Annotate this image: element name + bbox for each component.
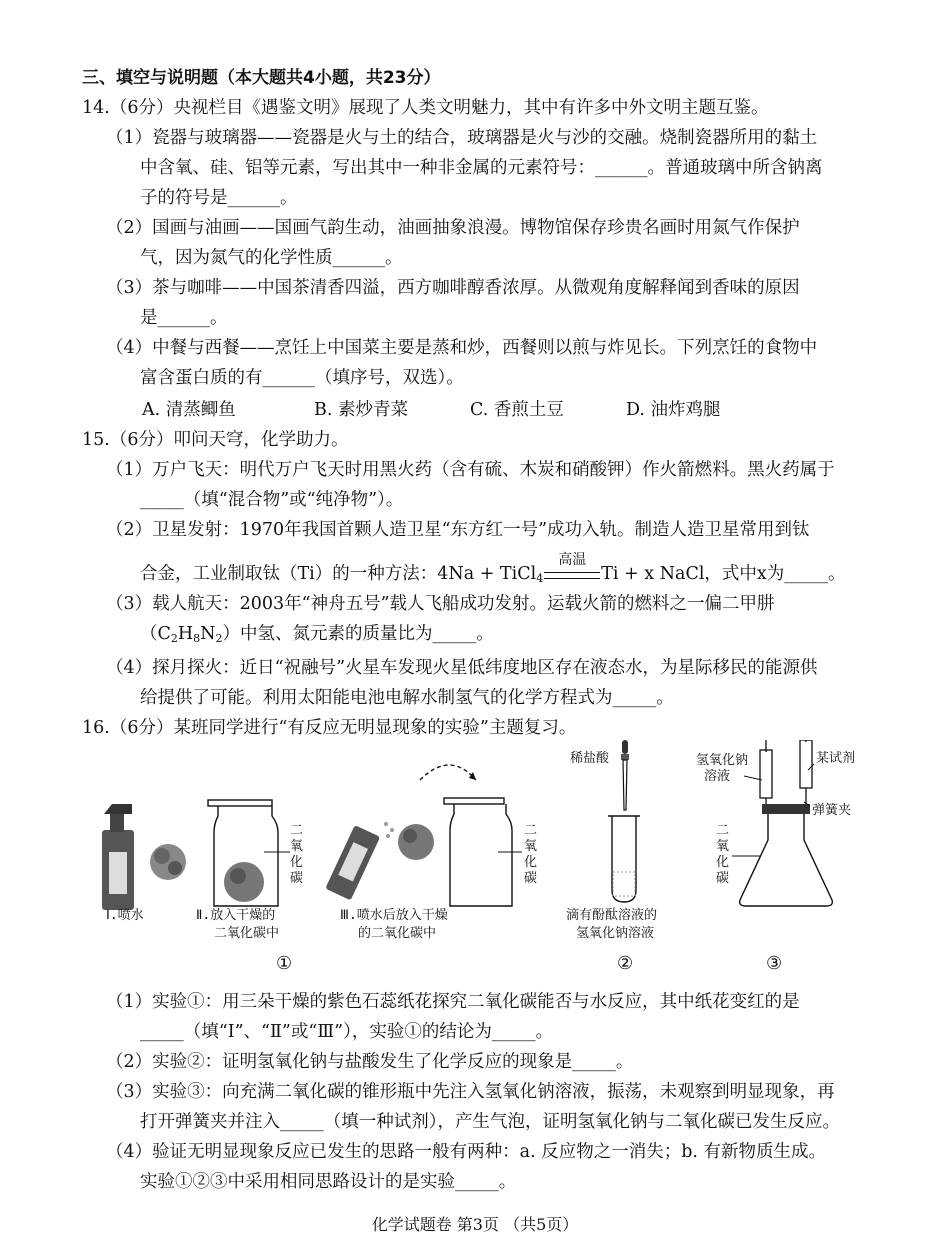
q16-part3-line1: （3）实验③：向充满二氧化碳的锥形瓶中先注入氢氧化钠溶液，振荡，未观察到明显现象，再 (106, 1082, 835, 1102)
formula-sub: 2 (170, 632, 178, 645)
q14-option-d: D. 油炸鸡腿 (626, 400, 721, 420)
q14-part4-line2: 富含蛋白质的有______（填序号，双选）。 (140, 368, 464, 388)
label-naoh-2: 溶液 (704, 769, 731, 784)
q16-part4-line2: 实验①②③中采用相同思路设计的是实验_____。 (140, 1172, 517, 1192)
q14-part1-line3: 子的符号是______。 (140, 188, 298, 208)
paper-flower-icon (150, 844, 186, 880)
section-title: 三、填空与说明题（本大题共4小题，共23分） (82, 68, 441, 88)
q15-part4-line1: （4）探月探火：近日“祝融号”火星车发现火星低纬度地区存在液态水，为星际移民的能源供 (106, 658, 818, 678)
q15-eq-sub: 4 (536, 572, 544, 585)
q16-part1-line1: （1）实验①：用三朵干燥的紫色石蕊纸花探究二氧化碳能否与水反应，其中纸花变红的是 (106, 992, 800, 1012)
q14-option-b: B. 素炒青菜 (314, 400, 408, 420)
label-phenolphthalein-2: 氢氧化钠溶液 (576, 926, 655, 941)
q16-stem: 16.（6分）某班同学进行“有反应无明显现象的实验”主题复习。 (82, 718, 577, 738)
q15-part3-line2 (140, 622, 494, 651)
q14-part1-line1: （1）瓷器与玻璃器——瓷器是火与土的结合，玻璃器是火与沙的交融。烧制瓷器所用的黏土 (106, 128, 818, 148)
q15-eq-left: 合金，工业制取钛（Ti）的一种方法：4Na + TiCl (140, 564, 537, 584)
reaction-condition-label: 高温 (558, 552, 587, 568)
q15-part2-line2 (140, 552, 846, 591)
spray-bottle-icon (325, 822, 394, 900)
conical-flask (740, 814, 833, 906)
q16-part1-line2: _____（填“Ⅰ”、“Ⅱ”或“Ⅲ”），实验①的结论为_____。 (140, 1022, 554, 1042)
q16-part2: （2）实验②：证明氢氧化钠与盐酸发生了化学反应的现象是_____。 (106, 1052, 634, 1072)
dropper-icon (621, 740, 629, 810)
caption-2b: 二氧化碳中 (214, 926, 280, 941)
experiment-num-2: ② (617, 953, 634, 974)
equals-sign (544, 572, 600, 579)
formula-part: ）中氢、氮元素的质量比为_____。 (222, 624, 494, 644)
q14-part4-line1: （4）中餐与西餐——烹饪上中国菜主要是蒸和炒，西餐则以煎与炸见长。下列烹饪的食物中 (106, 338, 818, 358)
caption-1: Ⅰ.喷水 (106, 908, 144, 923)
q15-part2-line1: （2）卫星发射：1970年我国首颗人造卫星“东方红一号”成功入轨。制造人造卫星常用到钛 (106, 520, 810, 540)
q14-part2-line2: 气，因为氮气的化学性质______。 (140, 248, 403, 268)
formula-part: （C (140, 624, 171, 644)
q14-option-c: C. 香煎土豆 (470, 400, 564, 420)
co2-label-2: 氧 (524, 839, 538, 854)
page-footer: 化学试题卷 第3页 （共5页） (371, 1215, 579, 1234)
q14-option-a: A. 清蒸鲫鱼 (142, 400, 236, 420)
paper-flower-icon (398, 824, 434, 860)
co2-label-2: 二 (524, 823, 538, 838)
formula-sub: 2 (215, 632, 223, 645)
formula-part: H (177, 624, 194, 644)
q14-part1-line2: 中含氧、硅、铝等元素，写出其中一种非金属的元素符号：______。普通玻璃中所含钠离 (140, 158, 823, 178)
spray-bottle-icon (102, 804, 134, 910)
co2-label-3: 二 (716, 823, 730, 838)
co2-label-3: 氧 (716, 839, 730, 854)
syringe-icon (760, 740, 812, 808)
experiment-num-3: ③ (766, 953, 783, 974)
label-phenolphthalein-1: 滴有酚酞溶液的 (566, 908, 658, 923)
q15-stem: 15.（6分）叩问天穹，化学助力。 (82, 430, 349, 450)
formula-part: N (200, 624, 216, 644)
q15-part3-line1: （3）载人航天：2003年“神舟五号”载人飞船成功发射。运载火箭的燃料之一偏二甲肼 (106, 594, 775, 614)
label-clamp: 弹簧夹 (812, 803, 852, 818)
label-hydrochloric-acid: 稀盐酸 (570, 751, 610, 766)
co2-label-1: 化 (290, 855, 304, 870)
q15-eq-right: Ti + x NaCl，式中x为_____。 (601, 564, 846, 584)
co2-label-2: 化 (524, 855, 538, 870)
rubber-stopper (762, 804, 810, 814)
label-reagent: 某试剂 (816, 751, 856, 766)
q14-part3-line2: 是______。 (140, 308, 228, 328)
label-naoh-1: 氢氧化钠 (696, 753, 749, 768)
arrow-icon (420, 765, 476, 780)
q16-part3-line2: 打开弹簧夹并注入_____（填一种试剂），产生气泡，证明氢氧化钠与二氧化碳已发生反应。 (140, 1112, 840, 1132)
caption-3a: Ⅲ.喷水后放入干燥 (340, 908, 448, 923)
q14-stem: 14.（6分）央视栏目《遇鉴文明》展现了人类文明魅力，其中有许多中外文明主题互鉴。 (82, 98, 769, 118)
q15-part4-line2: 给提供了可能。利用太阳能电池电解水制氢气的化学方程式为_____。 (140, 688, 674, 708)
co2-label-3: 化 (716, 855, 730, 870)
q15-part1-line2: _____（填“混合物”或“纯净物”）。 (140, 490, 404, 510)
q14-part3-line1: （3）茶与咖啡——中国茶清香四溢，西方咖啡醇香浓厚。从微观角度解释闻到香味的原因 (106, 278, 800, 298)
formula-sub: 8 (193, 632, 201, 645)
q14-part2-line1: （2）国画与油画——国画气韵生动，油画抽象浪漫。博物馆保存珍贵名画时用氮气作保护 (106, 218, 800, 238)
experiment-num-1: ① (276, 953, 293, 974)
test-tube (608, 816, 640, 902)
caption-3b: 的二氧化碳中 (358, 926, 437, 941)
co2-label-1: 二 (290, 823, 304, 838)
co2-label-1: 碳 (290, 871, 304, 886)
q15-part1-line1: （1）万户飞天：明代万户飞天时用黑火药（含有硫、木炭和硝酸钾）作火箭燃料。黑火药属于 (106, 460, 835, 480)
reaction-condition (543, 552, 601, 586)
paper-flower-icon (224, 862, 264, 902)
co2-label-3: 碳 (716, 871, 730, 886)
caption-2a: Ⅱ.放入干燥的 (196, 908, 276, 923)
co2-label-1: 氧 (290, 839, 304, 854)
experiment-figure (0, 740, 950, 980)
q16-part4-line1: （4）验证无明显现象反应已发生的思路一般有两种：a. 反应物之一消失；b. 有新物质生成。 (106, 1142, 827, 1162)
co2-label-2: 碳 (524, 871, 538, 886)
